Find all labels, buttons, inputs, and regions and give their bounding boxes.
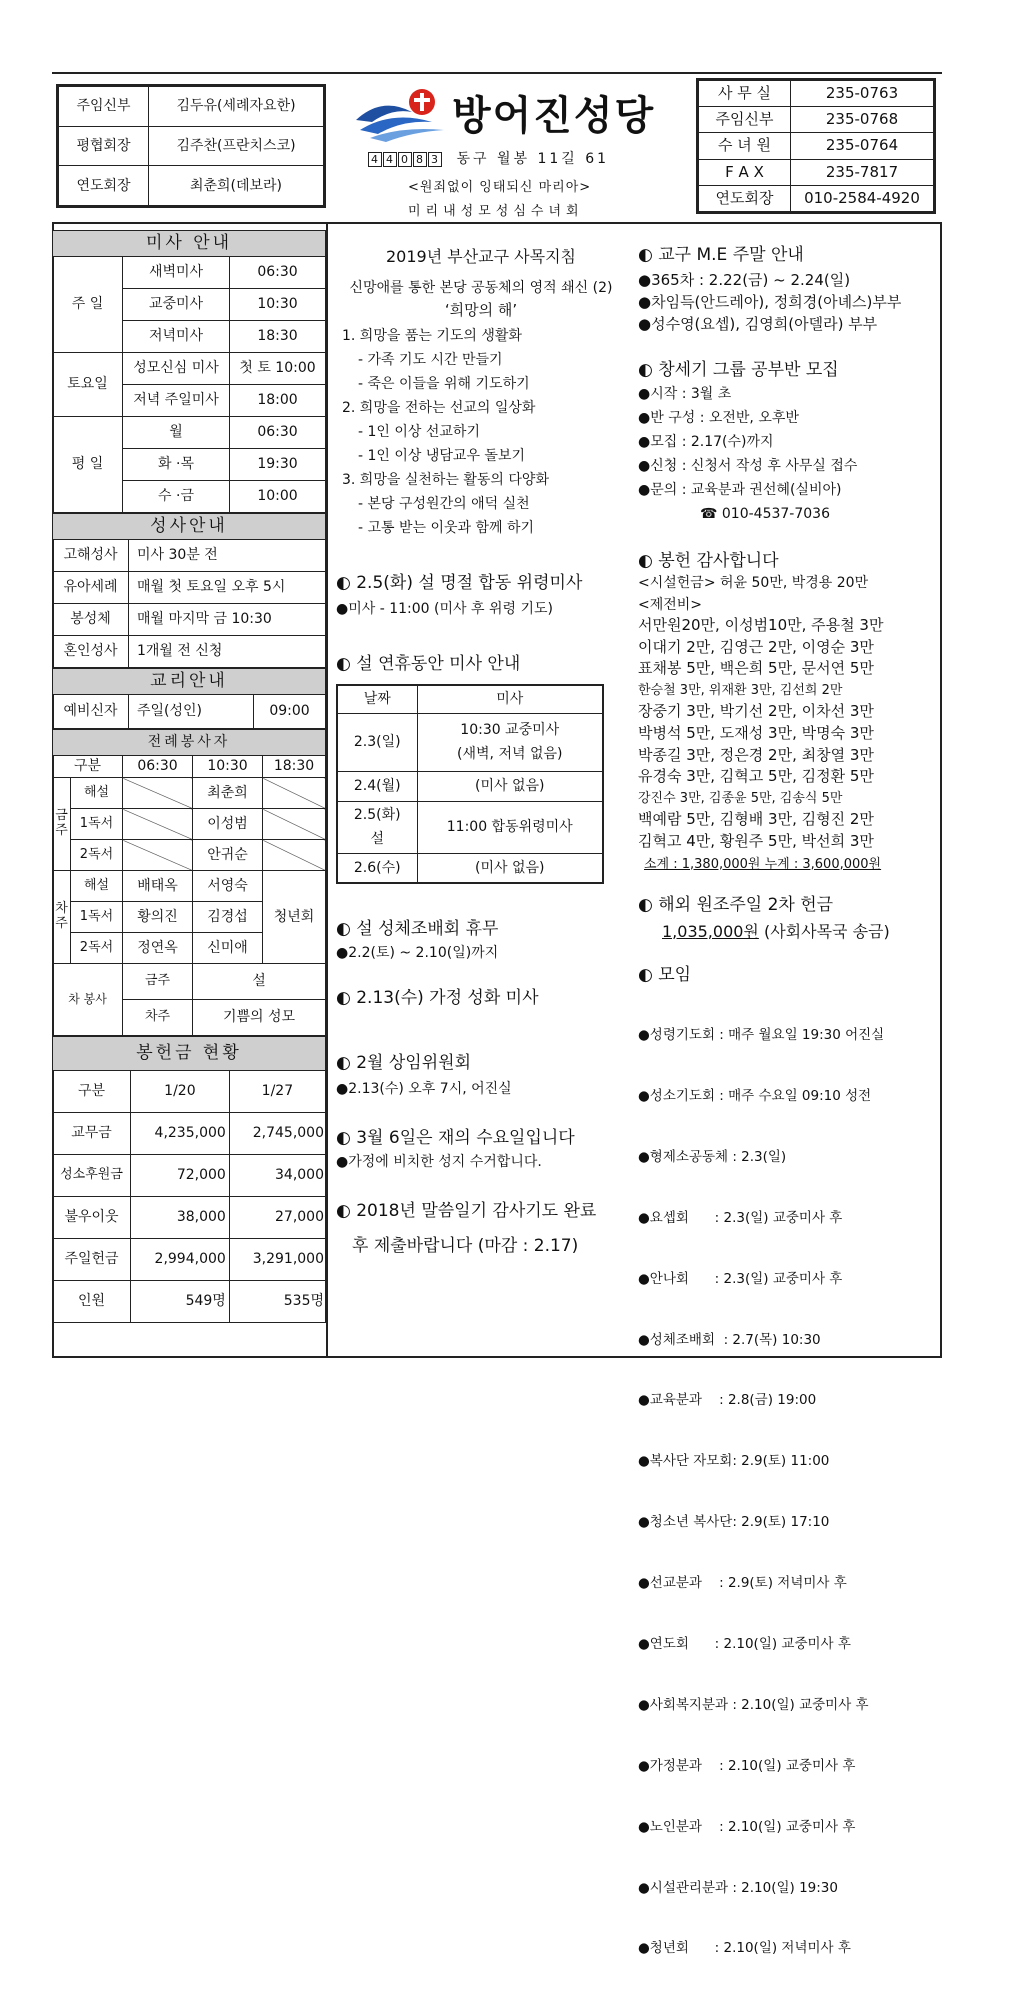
column-divider	[326, 222, 328, 1358]
pastoral-item: - 본당 구성원간의 애덕 실천	[358, 496, 530, 512]
value: 235-0763	[791, 81, 934, 107]
congregation-subtitle: 미리내성모성심수녀회	[408, 204, 584, 219]
date: 2.4(월)	[337, 771, 417, 801]
doctrine-day: 주일(성인)	[129, 695, 254, 729]
genesis-line: ●모집 : 2.17(수)까지	[638, 434, 774, 450]
section-title: ◐ 모임	[638, 964, 692, 985]
section-title: ◐ 설 성체조배회 휴무	[336, 919, 499, 939]
server: 이성범	[193, 809, 263, 840]
meeting-line: ●요셉회 : 2.3(일) 교중미사 후	[638, 1209, 843, 1226]
offering-item: 성소후원금	[53, 1155, 131, 1197]
section-line: ●2.2(토) ~ 2.10(일)까지	[336, 945, 499, 961]
mass-info: (미사 없음)	[417, 771, 603, 801]
offering-head: 1/20	[131, 1071, 230, 1113]
server: 정연옥	[123, 933, 193, 964]
server: 신미애	[193, 933, 263, 964]
section-title: ◐ 2.13(수) 가정 성화 미사	[336, 988, 539, 1008]
offering-amount: 2,994,000	[131, 1239, 230, 1281]
meeting-list	[638, 985, 938, 1999]
value: 235-0764	[791, 133, 934, 159]
mass-name: 새벽미사	[123, 257, 230, 289]
offering-amount: 34,000	[229, 1155, 325, 1197]
label: 수 녀 원	[699, 133, 791, 159]
mass-title: 미사 안내	[53, 231, 326, 257]
liturgy-head: 10:30	[193, 756, 263, 778]
mass-name: 화 ·목	[123, 449, 230, 481]
genesis-line: ●문의 : 교육분과 권선혜(실비아)	[638, 482, 842, 498]
server: 최춘희	[193, 778, 263, 809]
offering-amount: 535명	[229, 1281, 325, 1323]
parish-logo-icon	[352, 86, 452, 144]
me-line: ●차임득(안드레아), 정희경(아녜스)부부	[638, 293, 902, 311]
header-contact-table	[696, 78, 936, 214]
donor-line: 김혁고 4만, 황원주 5만, 박선희 3만	[638, 831, 874, 850]
section-title: ◐ 2018년 말씀일기 감사기도 완료	[336, 1201, 597, 1221]
genesis-line: ●시작 : 3월 초	[638, 386, 732, 402]
mass-info: (미사 없음)	[417, 853, 603, 883]
server: 청년회	[263, 871, 326, 964]
donor-line: 유경숙 3만, 김혁고 5만, 김정환 5만	[638, 767, 874, 786]
pastoral-item: - 가족 기도 시간 만들기	[358, 352, 503, 368]
label: 평협회장	[59, 126, 149, 166]
me-line: ●365차 : 2.22(금) ~ 2.24(일)	[638, 271, 851, 289]
section-title: ◐ 3월 6일은 재의 수요일입니다	[336, 1128, 575, 1148]
value: 235-0768	[791, 107, 934, 133]
pastoral-item: 3. 희망을 실천하는 활동의 다양화	[342, 472, 549, 488]
pastoral-item: 2. 희망을 전하는 선교의 일상화	[342, 400, 536, 416]
patron-subtitle: <원죄없이 잉태되신 마리아>	[408, 180, 592, 195]
table-head: 날짜	[337, 685, 417, 713]
value: 010-2584-4920	[791, 185, 934, 211]
table-head: 미사	[417, 685, 603, 713]
saturday-label: 토요일	[53, 353, 123, 417]
label: 주임신부	[699, 107, 791, 133]
offering-amount: 3,291,000	[229, 1239, 325, 1281]
value: 235-7817	[791, 159, 934, 185]
sacrament-title: 성사안내	[53, 514, 326, 540]
meeting-line: ●선교분과 : 2.9(토) 저녁미사 후	[638, 1575, 847, 1592]
section-line: ●가정에 비치한 성지 수거합니다.	[336, 1154, 542, 1170]
sacrament-name: 혼인성사	[53, 636, 129, 668]
postal-digit: 4	[368, 152, 382, 167]
tea-server: 기쁨의 성모	[193, 1000, 326, 1036]
server: 배태옥	[123, 871, 193, 902]
empty-slot	[123, 778, 193, 809]
label: 주임신부	[59, 87, 149, 127]
label: 사 무 실	[699, 81, 791, 107]
offering-amount: 549명	[131, 1281, 230, 1323]
meeting-line: ●청소년 복사단: 2.9(토) 17:10	[638, 1514, 830, 1531]
mass-time: 06:30	[230, 417, 326, 449]
section-title: ◐ 해외 원조주일 2차 헌금	[638, 894, 834, 915]
offering-amount: 38,000	[131, 1197, 230, 1239]
section-title: ◐ 교구 M.E 주말 안내	[638, 245, 804, 265]
meeting-line: ●연도회 : 2.10(일) 교중미사 후	[638, 1636, 851, 1653]
label: 연도회장	[699, 185, 791, 211]
date-line: 2.5(화)	[353, 807, 401, 823]
aid-amount: 1,035,000원	[662, 921, 759, 941]
meeting-line: ●노인분과 : 2.10(일) 교중미사 후	[638, 1818, 856, 1835]
offering-total: 소계 : 1,380,000원 누계 : 3,600,000원	[644, 856, 882, 872]
date: 2.3(일)	[337, 713, 417, 771]
mass-name: 월	[123, 417, 230, 449]
meeting-line: ●성소기도회 : 매주 수요일 09:10 성전	[638, 1088, 872, 1105]
mass-name: 교중미사	[123, 289, 230, 321]
pastoral-title: 2019년 부산교구 사목지침	[386, 247, 576, 266]
week: 금주	[123, 964, 193, 1000]
date	[337, 801, 417, 853]
role: 1독서	[71, 902, 123, 933]
meeting-line: ●복사단 자모회: 2.9(토) 11:00	[638, 1453, 830, 1470]
tea-service-label: 차 봉사	[53, 964, 123, 1036]
liturgy-head: 18:30	[263, 756, 326, 778]
server: 김경섭	[193, 902, 263, 933]
middle-column	[336, 236, 626, 1256]
value: 최춘희(데보라)	[149, 166, 324, 206]
meeting-line: ●가정분과 : 2.10(일) 교중미사 후	[638, 1757, 856, 1774]
role: 1독서	[71, 809, 123, 840]
mass-name: 성모신심 미사	[123, 353, 230, 385]
role: 해설	[71, 778, 123, 809]
liturgy-title: 전례봉사자	[53, 730, 326, 756]
doctrine-name: 예비신자	[53, 695, 129, 729]
pastoral-item: 1. 희망을 품는 기도의 생활화	[342, 328, 522, 344]
left-column	[52, 230, 326, 1323]
pastoral-item: - 죽은 이들을 위해 기도하기	[358, 376, 530, 392]
postal-digit: 0	[398, 152, 412, 167]
meeting-line: ●성령기도회 : 매주 월요일 19:30 어진실	[638, 1027, 885, 1044]
role: 2독서	[71, 933, 123, 964]
date: 2.6(수)	[337, 853, 417, 883]
genesis-line: ●신청 : 신청서 작성 후 사무실 접수	[638, 458, 858, 474]
section-line: ●2.13(수) 오후 7시, 어진실	[336, 1081, 512, 1097]
meeting-line: ●사회복지분과 : 2.10(일) 교중미사 후	[638, 1696, 869, 1713]
pastoral-subtitle: 신망애를 통한 본당 공동체의 영적 쇄신 (2)	[349, 280, 613, 296]
sacrament-name: 유아세례	[53, 572, 129, 604]
holiday-mass-table	[336, 684, 604, 884]
donor-line: 박병석 5만, 도재성 3만, 박명숙 3만	[638, 723, 874, 742]
address	[368, 148, 609, 168]
offering-amount: 2,745,000	[229, 1113, 325, 1155]
liturgy-group: 금주	[53, 778, 71, 871]
postal-digit: 3	[428, 152, 442, 167]
mass-time: 18:30	[230, 321, 326, 353]
meeting-line: ●청년회 : 2.10(일) 저녁미사 후	[638, 1940, 851, 1957]
postal-digit: 4	[383, 152, 397, 167]
liturgy-group: 차주	[53, 871, 71, 964]
offering-item: 주일헌금	[53, 1239, 131, 1281]
liturgy-head: 구분	[53, 756, 123, 778]
pastoral-item: - 1인 이상 선교하기	[358, 424, 480, 440]
mass-time: 10:30	[230, 289, 326, 321]
pastoral-item: - 고통 받는 이웃과 함께 하기	[358, 520, 535, 536]
donor-line: 백예람 5만, 김형배 3만, 김형진 2만	[638, 810, 874, 829]
mass-name: 저녁 주일미사	[123, 385, 230, 417]
empty-slot	[263, 809, 326, 840]
value: 김주찬(프란치스코)	[149, 126, 324, 166]
meeting-line: ●교육분과 : 2.8(금) 19:00	[638, 1392, 817, 1409]
donor-line: 표채봉 5만, 백은희 5만, 문서연 5만	[638, 659, 874, 678]
date-line: 설	[370, 831, 385, 847]
offering-head: 구분	[53, 1071, 131, 1113]
postal-digit: 8	[413, 152, 427, 167]
role: 해설	[71, 871, 123, 902]
label: F A X	[699, 159, 791, 185]
donor-line: 강진수 3만, 김종윤 5만, 김송식 5만	[638, 790, 843, 806]
mass-time: 첫 토 10:00	[230, 353, 326, 385]
donor-line: 장중기 3만, 박기선 2만, 이차선 3만	[638, 702, 874, 721]
top-rule	[52, 72, 942, 74]
sacrament-detail: 매월 첫 토요일 오후 5시	[129, 572, 326, 604]
pastoral-list	[336, 324, 626, 540]
donor-list	[638, 615, 938, 853]
donor-line: 이대기 2만, 김영근 2만, 이영순 3만	[638, 637, 874, 656]
section-title: ◐ 2.5(화) 설 명절 합동 위령미사	[336, 573, 583, 593]
meeting-line: ●시설관리분과 : 2.10(일) 19:30	[638, 1879, 838, 1896]
mass-time: 19:30	[230, 449, 326, 481]
header-staff-table	[56, 84, 326, 208]
empty-slot	[263, 840, 326, 871]
mass-info-line: (새벽, 저녁 없음)	[457, 746, 563, 762]
empty-slot	[123, 809, 193, 840]
section-title: ◐ 창세기 그룹 공부반 모집	[638, 360, 839, 380]
parish-title: 방어진성당	[452, 93, 656, 139]
sacrament-name: 봉성체	[53, 604, 129, 636]
meeting-line: ●형제소공동체 : 2.3(일)	[638, 1148, 787, 1165]
section-title: ◐ 설 연휴동안 미사 안내	[336, 654, 521, 674]
sacrament-name: 고해성사	[53, 540, 129, 572]
genesis-phone: ☎ 010-4537-7036	[700, 506, 830, 522]
server: 서영숙	[193, 871, 263, 902]
offering-item: 교무금	[53, 1113, 131, 1155]
section-title: ◐ 2월 상임위원회	[336, 1053, 471, 1073]
doctrine-time: 09:00	[254, 695, 326, 729]
donor-line: 서만원20만, 이성범10만, 주용철 3만	[638, 616, 884, 634]
sacrament-detail: 미사 30분 전	[129, 540, 326, 572]
value: 김두유(세례자요한)	[149, 87, 324, 127]
aid-note: (사회사목국 송금)	[758, 921, 890, 941]
donor-line: 박종길 3만, 정은경 2만, 최창열 3만	[638, 745, 874, 764]
offering-item: 인원	[53, 1281, 131, 1323]
empty-slot	[123, 840, 193, 871]
meeting-line: ●안나회 : 2.3(일) 교중미사 후	[638, 1270, 843, 1287]
weekday-label: 평 일	[53, 417, 123, 513]
mass-name: 수 ·금	[123, 481, 230, 513]
genesis-line: ●반 구성 : 오전반, 오후반	[638, 410, 799, 426]
sunday-label: 주 일	[53, 257, 123, 353]
week: 차주	[123, 1000, 193, 1036]
server: 황의진	[123, 902, 193, 933]
mass-name: 저녁미사	[123, 321, 230, 353]
section-line: ●미사 - 11:00 (미사 후 위령 기도)	[336, 601, 553, 617]
offering-head: 1/27	[229, 1071, 325, 1113]
mass-info	[417, 713, 603, 771]
donor-line: 한승철 3만, 위재환 3만, 김선희 2만	[638, 682, 843, 698]
server: 안귀순	[193, 840, 263, 871]
facility-offering: <시설헌금> 허윤 50만, 박경용 20만	[638, 575, 869, 591]
pastoral-year: ‘희망의 해’	[444, 301, 518, 319]
offering-amount: 27,000	[229, 1197, 325, 1239]
mass-info-line: 10:30 교중미사	[460, 722, 560, 738]
offering-title: 봉헌금 현황	[53, 1037, 326, 1071]
label: 연도회장	[59, 166, 149, 206]
offering-amount: 72,000	[131, 1155, 230, 1197]
section-title-cont: 후 제출바랍니다 (마감 : 2.17)	[352, 1236, 579, 1256]
offering-item: 불우이웃	[53, 1197, 131, 1239]
liturgy-head: 06:30	[123, 756, 193, 778]
pastoral-item: - 1인 이상 냉담교우 돌보기	[358, 448, 525, 464]
mass-time: 06:30	[230, 257, 326, 289]
me-line: ●성수영(요셉), 김영희(아델라) 부부	[638, 315, 878, 333]
mass-info: 11:00 합동위령미사	[417, 801, 603, 853]
mass-time: 18:00	[230, 385, 326, 417]
right-column	[638, 236, 938, 1999]
offering-amount: 4,235,000	[131, 1113, 230, 1155]
offering-subhead: <제전비>	[638, 597, 703, 613]
empty-slot	[263, 778, 326, 809]
role: 2독서	[71, 840, 123, 871]
doctrine-title: 교리안내	[53, 669, 326, 695]
meeting-line: ●성체조배회 : 2.7(목) 10:30	[638, 1331, 821, 1348]
tea-server: 설	[193, 964, 326, 1000]
section-title: ◐ 봉헌 감사합니다	[638, 551, 779, 571]
sacrament-detail: 1개월 전 신청	[129, 636, 326, 668]
mass-time: 10:00	[230, 481, 326, 513]
sacrament-detail: 매월 마지막 금 10:30	[129, 604, 326, 636]
street-address: 동구 월봉 11길 61	[456, 151, 610, 167]
